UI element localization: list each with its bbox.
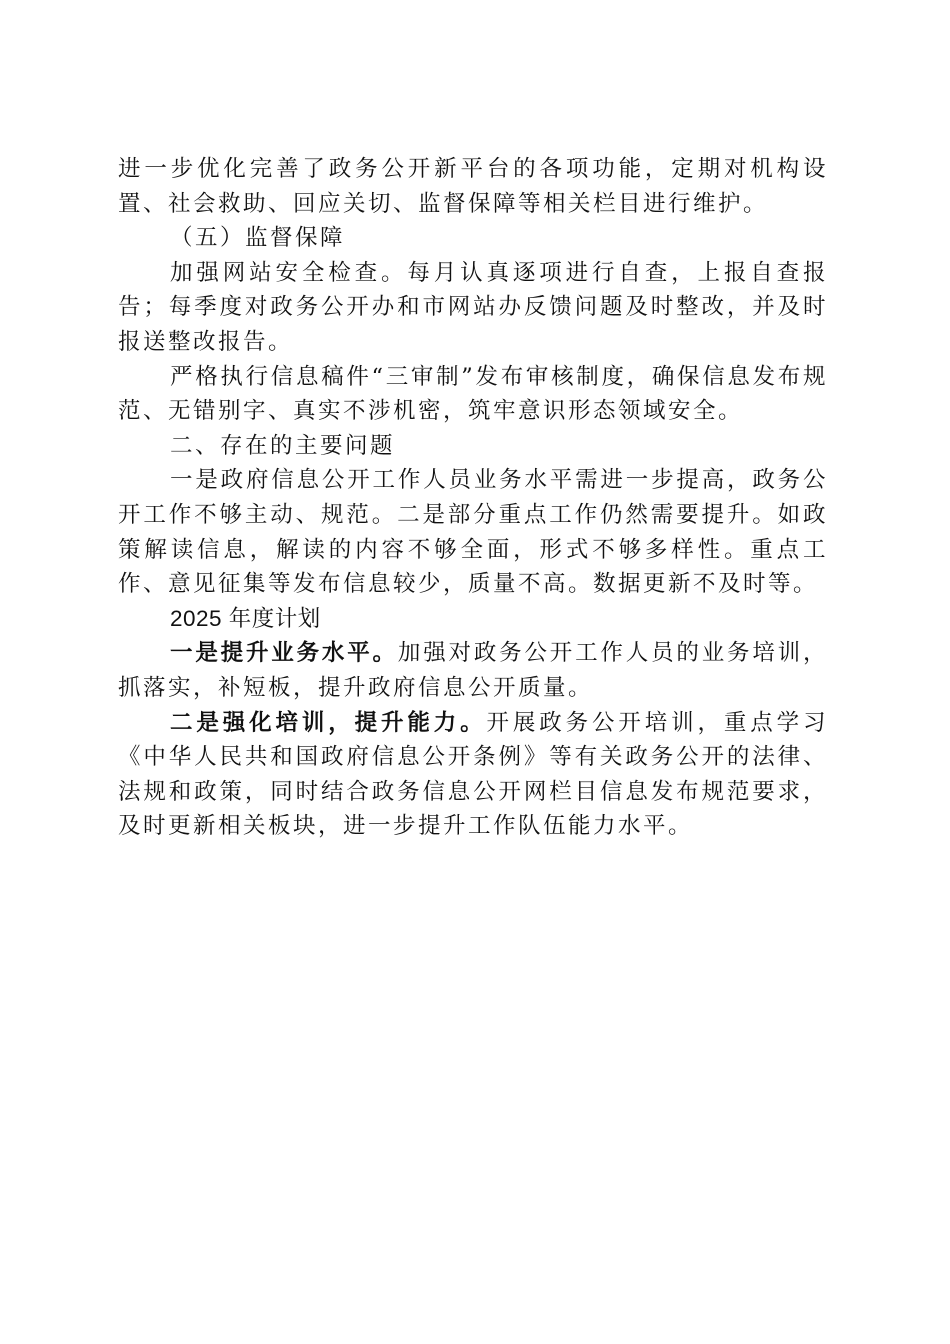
plan-2-lead: 二是强化培训，提升能力。 (170, 709, 487, 736)
paragraph-website-security: 加强网站安全检查。每月认真逐项进行自查，上报自查报告；每季度对政务公开办和市网站办反馈问题及时整改，并及时报送整改报告。 (118, 259, 828, 355)
paragraph-problems: 一是政府信息公开工作人员业务水平需进一步提高，政务公开工作不够主动、规范。二是部分重点工作仍然需要提升。如政策解读信息，解读的内容不够全面，形式不够多样性。重点工作、意见征集等发布信息较少，质量不高。数据更新不及时等。 (118, 467, 828, 598)
plan-1-body: 加强对政务公开工作人员的业务培训，抓落实，补短板，提升政府信息公开质量。 (118, 640, 828, 701)
paragraph-review-system: 严格执行信息稿件“三审制”发布审核制度，确保信息发布规范、无错别字、真实不涉机密，筑牢意识形态领域安全。 (118, 363, 828, 425)
paragraph-plan-1 (118, 636, 828, 705)
paragraph-platform-maintenance: 进一步优化完善了政务公开新平台的各项功能，定期对机构设置、社会救助、回应关切、监督保障等相关栏目进行维护。 (118, 156, 828, 217)
plan-1-lead: 一是提升业务水平。 (170, 640, 398, 667)
section-heading-supervision: （五）监督保障 (170, 225, 346, 252)
paragraph-plan-2 (118, 706, 828, 844)
plan-2-body: 开展政务公开培训，重点学习《中华人民共和国政府信息公开条例》等有关政务公开的法律、法规和政策，同时结合政务信息公开网栏目信息发布规范要求，及时更新相关板块，进一步提升工作队伍能力水平。 (118, 709, 828, 840)
section-heading-problems: 二、存在的主要问题 (170, 432, 396, 459)
plan-title: 2025 年度计划 (170, 605, 321, 631)
document-page (118, 152, 828, 844)
